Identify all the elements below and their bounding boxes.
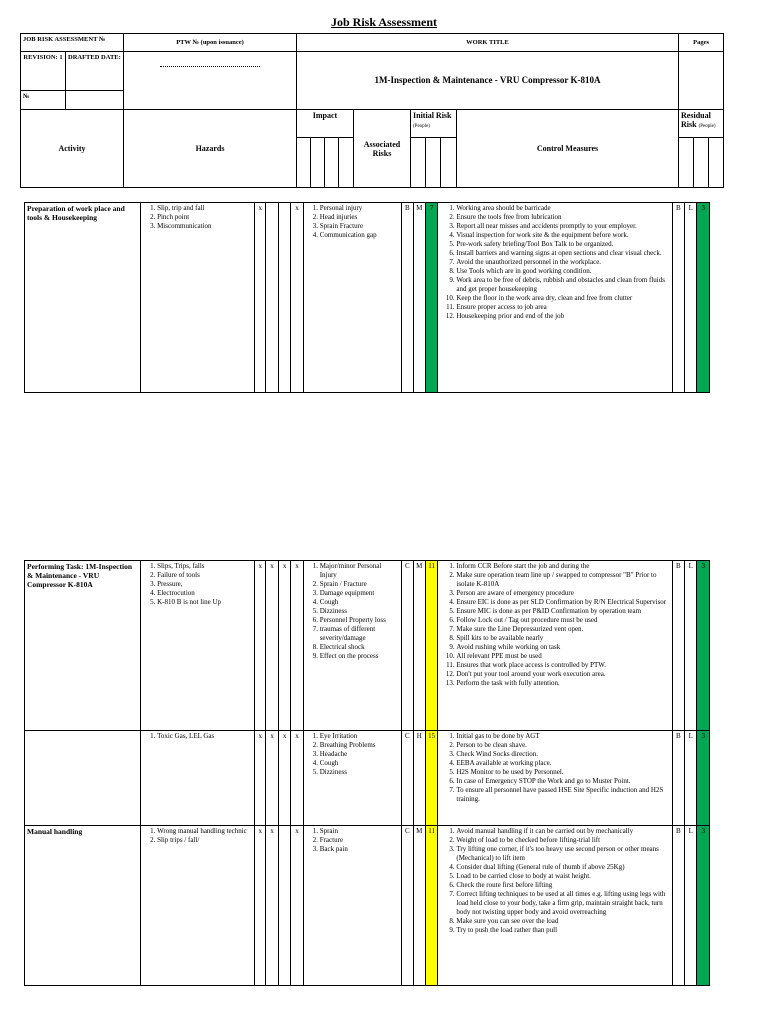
risks-list-item: 3. Damage equipment: [320, 589, 399, 598]
controls-list-item: 11. Ensures that work place access is controlled by PTW.: [456, 661, 669, 670]
hazards-list-item: 5. K-810 B is not line Up: [157, 598, 252, 607]
initial-severity: M: [413, 561, 425, 731]
hazards-list-item: 1. Toxic Gas, LEL Gas: [157, 732, 252, 741]
risks-list-item: 4. Cough: [320, 759, 399, 768]
controls-list-item: 3. Report all near misses and accidents promptly to your employer.: [456, 222, 669, 231]
residual-severity: L: [685, 826, 697, 986]
ptw-label: PTW № (upon issuance): [124, 34, 297, 52]
risk-section-1: [24, 202, 710, 393]
hazards-list-item: 3. Miscommunication: [157, 222, 252, 231]
risks-cell: [303, 203, 401, 393]
controls-list: [440, 204, 669, 321]
hazards-list: [143, 732, 252, 741]
risks-list: [306, 827, 399, 854]
residual-risk-header: Residual Risk: [681, 111, 711, 129]
controls-list-item: 8. Spill kits to be available nearly: [456, 634, 669, 643]
controls-list-item: 5. Load to be carried close to body at waist height.: [456, 872, 669, 881]
controls-list: [440, 827, 669, 935]
hazards-list-item: 2. Failure of tools: [157, 571, 252, 580]
controls-list-item: 6. In case of Emergency STOP the Work and go to Muster Point.: [456, 777, 669, 786]
initial-score: 11: [425, 826, 437, 986]
risk-section-2: [24, 560, 710, 986]
residual-score: 3: [697, 561, 710, 731]
impact-header: Impact: [297, 110, 354, 138]
hazards-list-item: 2. Pinch point: [157, 213, 252, 222]
risks-list: [306, 562, 399, 661]
hazards-list-item: 1. Wrong manual handling technic: [157, 827, 252, 836]
risks-list-item: 8. Electrical shock: [320, 643, 399, 652]
controls-cell: [438, 731, 672, 826]
initial-likelihood: C: [402, 826, 413, 986]
controls-list-item: 7. Correct lifting techniques to be used at all times e.g. lifting using legs with load held close to your body, take a firm grip, maintain straight back, turn body not twisting upper body and avoid overreaching: [456, 890, 669, 917]
risks-list-item: 1. Eye Irritation: [320, 732, 399, 741]
controls-list-item: 6. Follow Lock out / Tag out procedure must be used: [456, 616, 669, 625]
risk-row: [25, 203, 710, 393]
controls-list: [440, 562, 669, 688]
controls-cell: [438, 203, 672, 393]
controls-list-item: 4. EEBA available at working place.: [456, 759, 669, 768]
impact-mark: x: [255, 203, 266, 393]
impact-mark: [278, 203, 290, 393]
risk-row: [25, 731, 710, 826]
controls-list-item: 11. Ensure proper access to job area: [456, 303, 669, 312]
controls-list-item: 1. Initial gas to be done by AGT: [456, 732, 669, 741]
risks-list: [306, 732, 399, 777]
residual-likelihood: B: [672, 561, 684, 731]
controls-list-item: 1. Working area should be barricade: [456, 204, 669, 213]
controls-cell: [438, 561, 672, 731]
impact-mark: x: [255, 826, 266, 986]
hazards-cell: [141, 826, 255, 986]
activity-cell: Manual handling: [25, 826, 141, 986]
initial-risk-people: (People): [413, 124, 430, 129]
risks-cell: [303, 561, 401, 731]
risks-list-item: 3. Back pain: [320, 845, 399, 854]
controls-list-item: 6. Install barriers and warning signs at open sections and clear visual check.: [456, 249, 669, 258]
work-title-label: WORK TITLE: [297, 34, 679, 52]
risks-list-item: 6. Personnel Property loss: [320, 616, 399, 625]
hazards-list: [143, 204, 252, 231]
controls-list-item: 2. Make sure operation team line up / swapped to compressor "B" Prior to isolate K-810A: [456, 571, 669, 589]
pages-label: Pages: [679, 34, 724, 52]
controls-list-item: 8. Use Tools which are in good working condition.: [456, 267, 669, 276]
risks-list-item: 1. Sprain: [320, 827, 399, 836]
impact-mark: x: [266, 731, 278, 826]
risks-cell: [303, 826, 401, 986]
initial-severity: M: [413, 203, 425, 393]
document-title: Job Risk Assessment: [330, 15, 438, 29]
risks-list-item: 9. Effect on the process: [320, 652, 399, 661]
risks-list-item: 4. Cough: [320, 598, 399, 607]
residual-score: 3: [697, 826, 710, 986]
controls-list-item: 5. H2S Monitor to be used by Personnel.: [456, 768, 669, 777]
initial-likelihood: B: [402, 203, 413, 393]
residual-likelihood: B: [672, 203, 684, 393]
activity-cell: Performing Task: 1M-Inspection & Maintenance - VRU Compressor K-810A: [25, 561, 141, 731]
controls-list-item: 12. Don't put your tool around your work execution area.: [456, 670, 669, 679]
initial-risk-header: Initial Risk: [413, 111, 452, 120]
risks-list-item: 3. Sprain Fracture: [320, 222, 399, 231]
initial-score: 11: [425, 561, 437, 731]
controls-list-item: 6. Check the route first before lifting: [456, 881, 669, 890]
controls-list-item: 4. Ensure EIC is done as per SLD Confirmation by R/N Electrical Supervisor: [456, 598, 669, 607]
impact-mark: x: [266, 561, 278, 731]
controls-list-item: 9. Work area to be free of debris, rubbish and obstacles and clean from fluids and get proper housekeeping: [456, 276, 669, 294]
controls-list-item: 12. Housekeeping prior and end of the job: [456, 312, 669, 321]
impact-mark: [278, 826, 290, 986]
hazards-list-item: 3. Pressure,: [157, 580, 252, 589]
initial-severity: M: [413, 826, 425, 986]
initial-severity: H: [413, 731, 425, 826]
jra-number-label: JOB RISK ASSESSMENT №: [21, 34, 124, 52]
initial-likelihood: C: [402, 731, 413, 826]
hazards-cell: [141, 561, 255, 731]
impact-mark: x: [266, 826, 278, 986]
controls-list-item: 5. Ensure MIC is done as per P&ID Confirmation by operation team: [456, 607, 669, 616]
drafted-date-label: DRAFTED DATE:: [68, 54, 121, 61]
risks-list-item: 5. Dizziness: [320, 607, 399, 616]
controls-list-item: 13. Perform the task with fully attention.: [456, 679, 669, 688]
impact-mark: x: [291, 203, 303, 393]
hazards-list-item: 4. Electrocution: [157, 589, 252, 598]
risks-list-item: 4. Communication gap: [320, 231, 399, 240]
controls-list-item: 4. Visual inspection for work site & the equipment before work.: [456, 231, 669, 240]
risks-cell: [303, 731, 401, 826]
impact-mark: x: [278, 731, 290, 826]
header-table: [20, 33, 724, 188]
controls-list-item: 1. Inform CCR Before start the job and during the: [456, 562, 669, 571]
impact-mark: x: [255, 731, 266, 826]
risks-list-item: 1. Major/minor Personal Injury: [320, 562, 399, 580]
controls-list-item: 1. Avoid manual handling if it can be carried out by mechanically: [456, 827, 669, 836]
residual-severity: L: [685, 203, 697, 393]
hazards-list-item: 1. Slips, Trips, falls: [157, 562, 252, 571]
ptw-number-field[interactable]: [160, 65, 260, 67]
risk-row: [25, 561, 710, 731]
controls-list-item: 2. Person to be clean shave.: [456, 741, 669, 750]
work-title: 1M-Inspection & Maintenance - VRU Compressor K-810A: [297, 52, 679, 110]
impact-mark: [266, 203, 278, 393]
impact-mark: x: [278, 561, 290, 731]
controls-list: [440, 732, 669, 804]
controls-list-item: 7. Avoid the unauthorized personnel in the workplace.: [456, 258, 669, 267]
residual-severity: L: [685, 731, 697, 826]
controls-list-item: 9. Avoid rushing while working on task: [456, 643, 669, 652]
residual-severity: L: [685, 561, 697, 731]
activity-cell: Preparation of work place and tools & Housekeeping: [25, 203, 141, 393]
initial-likelihood: C: [402, 561, 413, 731]
impact-mark: x: [291, 561, 303, 731]
hazards-list: [143, 562, 252, 607]
risks-list-item: 1. Personal injury: [320, 204, 399, 213]
controls-list-item: 3. Person are aware of emergency procedure: [456, 589, 669, 598]
initial-score: 15: [425, 731, 437, 826]
risks-list-item: 5. Dizziness: [320, 768, 399, 777]
risks-list-item: 7. traumas of different severity/damage: [320, 625, 399, 643]
risks-list-item: 2. Head injuries: [320, 213, 399, 222]
controls-list-item: 7. To ensure all personnel have passed HSE Site Specific induction and H2S training.: [456, 786, 669, 804]
controls-list-item: 8. Make sure you can see over the load: [456, 917, 669, 926]
impact-mark: x: [291, 826, 303, 986]
controls-list-item: 9. Try to push the load rather than pull: [456, 926, 669, 935]
controls-list-item: 7. Make sure the Line Depressurized vent open.: [456, 625, 669, 634]
hazards-list-item: 2. Slip trips / fall/: [157, 836, 252, 845]
impact-mark: x: [255, 561, 266, 731]
residual-score: 3: [697, 731, 710, 826]
residual-likelihood: B: [672, 731, 684, 826]
controls-list-item: 2. Ensure the tools free from lubrication: [456, 213, 669, 222]
hazards-cell: [141, 203, 255, 393]
number-label: №: [21, 91, 66, 109]
revision-label: REVISION: 1: [21, 52, 66, 90]
risks-list-item: 2. Fracture: [320, 836, 399, 845]
risks-list-item: 2. Breathing Problems: [320, 741, 399, 750]
risks-list-item: 3. Headache: [320, 750, 399, 759]
hazards-header: Hazards: [124, 110, 297, 188]
risks-list-item: 2. Sprain / Fracture: [320, 580, 399, 589]
risk-row: [25, 826, 710, 986]
controls-list-item: 2. Weight of load to be checked before lifting-trial lift: [456, 836, 669, 845]
controls-cell: [438, 826, 672, 986]
associated-risks-header: Associated Risks: [354, 110, 411, 188]
controls-list-item: 10. All relevant PPE must be used: [456, 652, 669, 661]
control-measures-header: Control Measures: [457, 110, 679, 188]
controls-list-item: 3. Try lifting one corner, if it's too heavy use second person or other means (Mechanical) to lift item: [456, 845, 669, 863]
residual-score: 3: [697, 203, 710, 393]
controls-list-item: 5. Pre-work safety briefing/Tool Box Talk to be organized.: [456, 240, 669, 249]
residual-likelihood: B: [672, 826, 684, 986]
controls-list-item: 10. Keep the floor in the work area dry, clean and free from clutter: [456, 294, 669, 303]
controls-list-item: 4. Consider dual lifting (General rule of thumb if above 25Kg): [456, 863, 669, 872]
activity-cell: [25, 731, 141, 826]
impact-mark: x: [291, 731, 303, 826]
hazards-list-item: 1. Slip, trip and fall: [157, 204, 252, 213]
residual-risk-people: (People): [698, 124, 716, 129]
risks-list: [306, 204, 399, 240]
pages-field: [679, 52, 724, 110]
controls-list-item: 3. Check Wind Socks direction.: [456, 750, 669, 759]
initial-score: 7: [425, 203, 437, 393]
hazards-cell: [141, 731, 255, 826]
activity-header: Activity: [21, 110, 124, 188]
hazards-list: [143, 827, 252, 845]
